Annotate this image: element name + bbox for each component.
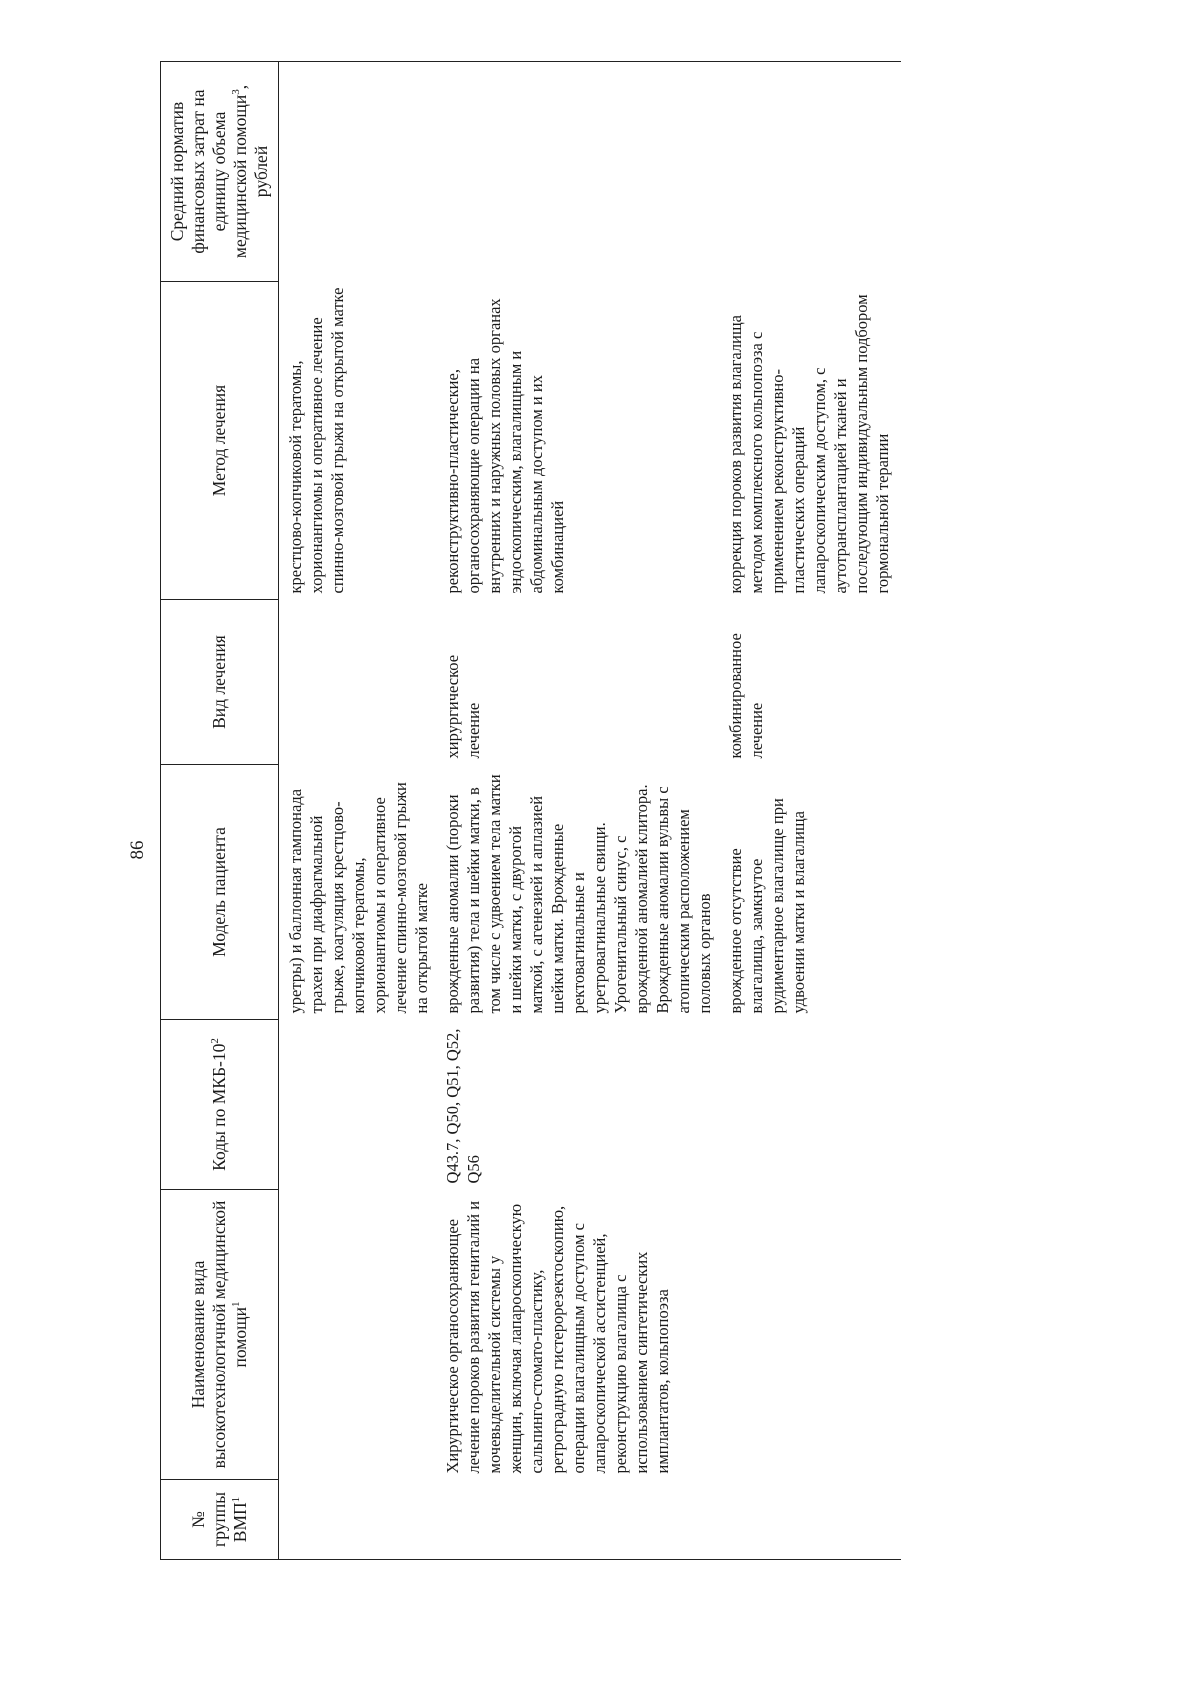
- cell-model: врожденные аномалии (пороки развития) тела и шейки матки, в том числе с удвоением тела матки и шейки матки, с двурогой маткой, с агенезией и аплазией шейки матки. Врожденные ректовагинальные и уретровагинальные свищи. Урогенитальный синус, с врожденной аномалией клитора. Врожденные аномалии вульвы с атопическим расположением половых органов: [443, 774, 714, 1014]
- table-row: [436, 62, 719, 1560]
- cell-name: [719, 1190, 901, 1480]
- header-treatment-type: Вид лечения: [161, 600, 279, 765]
- cell-codes: [719, 1020, 901, 1190]
- header-cost: Средний норматив финансовых затрат на единицу объема медицинской помощи$^3$, рублей: [161, 62, 279, 282]
- cell-codes: [279, 1020, 437, 1190]
- header-group-no: № группы ВМП$^1$: [161, 1480, 279, 1560]
- cell-group-no: [436, 1480, 719, 1560]
- cell-method: крестцово-копчиковой тератомы, хорионангиомы и оперативное лечение спинно-мозговой грыжи на открытой матке: [286, 287, 347, 594]
- cell-model: врожденное отсутствие влагалища, замкнутое рудиментарное влагалище при удвоении матки и влагалища: [726, 798, 808, 1014]
- table-row: [279, 62, 437, 1560]
- cell-treatment-type: комбинированное лечение: [726, 633, 766, 759]
- vmp-table: [160, 61, 901, 1560]
- header-name: Наименование вида высокотехнологичной медицинской помощи$^1$: [161, 1190, 279, 1480]
- cell-method: реконструктивно-пластические, органосохраняющие операции на внутренних и наружных половых органах эндоскопическим, влагалищным и абдоминальным доступом и их комбинацией: [443, 298, 567, 594]
- cell-method: коррекция пороков развития влагалища методом комплексного кольпопоэза с применением реконструктивно-пластических операций лапароскопическим доступом, с аутотрансплантацией тканей и последующим индивидуальным подбором гормональной терапии: [726, 294, 892, 594]
- cell-group-no: [279, 1480, 437, 1560]
- cell-treatment-type: хирургическое лечение: [443, 654, 483, 759]
- cell-model: уретры) и баллонная тампонада трахеи при диафрагмальной грыже, коагуляция крестцово-копчиковой тератомы, хорионангиомы и оперативное лечение спинно-мозговой грыжи на открытой матке: [286, 782, 431, 1014]
- cell-cost: [279, 62, 437, 282]
- header-row: [161, 62, 279, 1560]
- cell-codes: Q43.7, Q50, Q51, Q52, Q56: [443, 1028, 483, 1184]
- cell-name: Хирургическое органосохраняющее лечение пороков развития гениталий и мочевыделительной системы у женщин, включая лапароскопическую сальпинго-стомато-пластику, ретроградную гистерорезектоскопию, операции влагалищным доступом с лапароскопической ассистенцией, реконструкцию влагалища с использованием синтетических имплантатов, кольпопоэза: [443, 1200, 672, 1474]
- cell-cost: [436, 62, 719, 282]
- cell-cost: [719, 62, 901, 282]
- header-codes: Коды по МКБ-$10^2$: [161, 1020, 279, 1190]
- table-container: [160, 62, 1042, 1560]
- cell-group-no: [719, 1480, 901, 1560]
- header-model: Модель пациента: [161, 765, 279, 1020]
- table-row: [719, 62, 901, 1560]
- header-method: Метод лечения: [161, 282, 279, 600]
- cell-name: [279, 1190, 437, 1480]
- cell-treatment-type: [279, 600, 437, 765]
- page-number: 86: [127, 840, 148, 860]
